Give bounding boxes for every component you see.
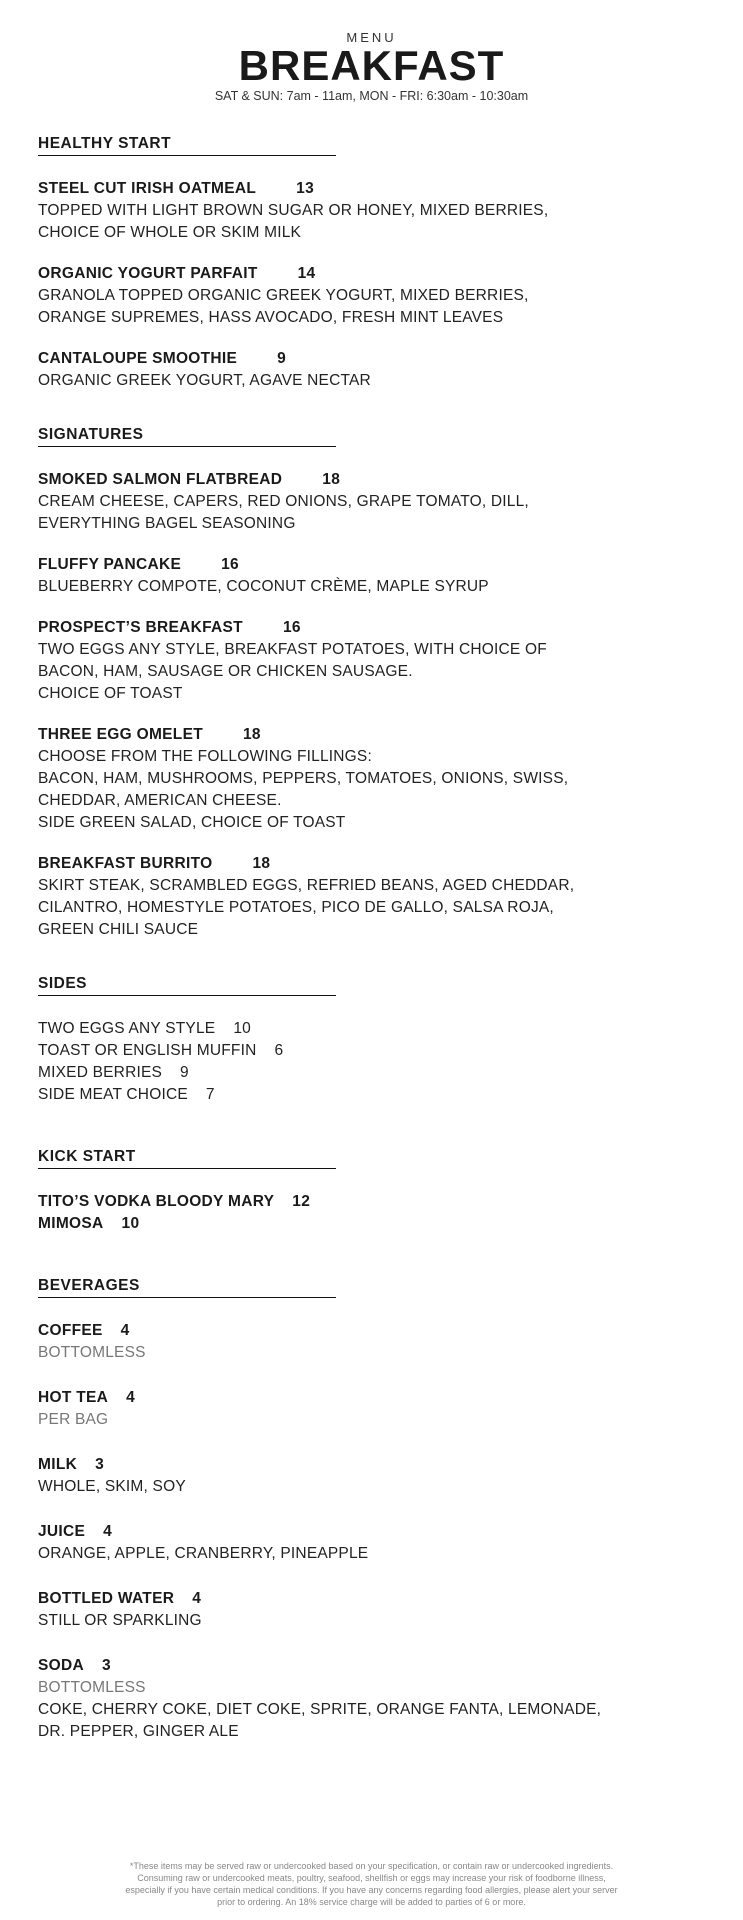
side-name: SIDE MEAT CHOICE <box>38 1086 188 1103</box>
drink-name: MIMOSA <box>38 1215 104 1232</box>
item-description: SKIRT STEAK, SCRAMBLED EGGS, REFRIED BEANS, AGED CHEDDAR, <box>38 877 575 894</box>
item-description: GREEN CHILI SAUCE <box>38 921 199 938</box>
item-heading <box>38 178 705 200</box>
section-beverages <box>38 1277 705 1743</box>
beverage-item <box>38 1387 705 1431</box>
side-name: TWO EGGS ANY STYLE <box>38 1020 216 1037</box>
item-description: ORGANIC GREEK YOGURT, AGAVE NECTAR <box>38 372 371 389</box>
section-signatures <box>38 426 705 941</box>
item-heading <box>38 853 705 875</box>
menu-item <box>38 853 705 941</box>
item-heading <box>38 469 705 491</box>
item-name: STEEL CUT IRISH OATMEAL <box>38 180 257 197</box>
beverage-item <box>38 1320 705 1364</box>
menu-item <box>38 724 705 834</box>
menu-item <box>38 469 705 535</box>
service-hours: SAT & SUN: 7am - 11am, MON - FRI: 6:30am - 10:30am <box>214 89 529 103</box>
disclaimer-line: prior to ordering. An 18% service charge will be added to parties of 6 or more. <box>217 1897 526 1907</box>
beverage-heading <box>38 1655 705 1677</box>
item-description: BACON, HAM, SAUSAGE OR CHICKEN SAUSAGE. <box>38 663 413 680</box>
item-price: 18 <box>322 471 341 488</box>
beverage-price: 4 <box>126 1389 136 1406</box>
side-item <box>38 1084 705 1106</box>
disclaimer-line: *These items may be served raw or undercooked based on your specification, or contain raw or undercooked ingredients. <box>129 1861 614 1871</box>
beverage-price: 3 <box>101 1657 111 1674</box>
section-sides <box>38 975 705 1106</box>
beverage-item <box>38 1588 705 1632</box>
beverage-description: ORANGE, APPLE, CRANBERRY, PINEAPPLE <box>38 1545 369 1562</box>
item-description: GRANOLA TOPPED ORGANIC GREEK YOGURT, MIXED BERRIES, <box>38 287 529 304</box>
beverage-heading <box>38 1454 705 1476</box>
side-item <box>38 1062 705 1084</box>
beverage-heading <box>38 1521 705 1543</box>
item-description: CHEDDAR, AMERICAN CHEESE. <box>38 792 282 809</box>
drink-price: 12 <box>292 1193 311 1210</box>
item-description: BACON, HAM, MUSHROOMS, PEPPERS, TOMATOES, ONIONS, SWISS, <box>38 770 569 787</box>
side-price: 10 <box>233 1020 251 1037</box>
beverage-item <box>38 1521 705 1565</box>
item-description: BLUEBERRY COMPOTE, COCONUT CRÈME, MAPLE SYRUP <box>38 578 489 595</box>
beverage-description: DR. PEPPER, GINGER ALE <box>38 1723 239 1740</box>
disclaimer-line: especially if you have certain medical conditions. If you have any concerns regarding food allergies, please alert your server <box>125 1885 618 1895</box>
section-healthy-start <box>38 135 705 392</box>
beverage-heading <box>38 1588 705 1610</box>
side-price: 9 <box>180 1064 189 1081</box>
item-description: SIDE GREEN SALAD, CHOICE OF TOAST <box>38 814 346 831</box>
beverage-name: MILK <box>38 1456 78 1473</box>
item-heading <box>38 724 705 746</box>
item-heading <box>38 263 705 285</box>
item-heading <box>38 617 705 639</box>
item-name: PROSPECT’S BREAKFAST <box>38 619 243 636</box>
side-item <box>38 1018 705 1040</box>
section-title: HEALTHY START <box>38 135 336 156</box>
item-price: 13 <box>296 180 315 197</box>
item-name: FLUFFY PANCAKE <box>38 556 182 573</box>
item-name: THREE EGG OMELET <box>38 726 203 743</box>
beverage-description: COKE, CHERRY COKE, DIET COKE, SPRITE, ORANGE FANTA, LEMONADE, <box>38 1701 602 1718</box>
section-kick-start <box>38 1148 705 1235</box>
drink-item <box>38 1213 705 1235</box>
item-description: CHOICE OF TOAST <box>38 685 183 702</box>
item-name: SMOKED SALMON FLATBREAD <box>38 471 283 488</box>
side-name: MIXED BERRIES <box>38 1064 163 1081</box>
item-description: CHOOSE FROM THE FOLLOWING FILLINGS: <box>38 748 372 765</box>
beverage-price: 4 <box>192 1590 202 1607</box>
beverage-heading <box>38 1320 705 1342</box>
beverage-note: PER BAG <box>38 1411 109 1428</box>
page-title: BREAKFAST <box>238 42 505 89</box>
item-price: 16 <box>282 619 301 636</box>
item-description: EVERYTHING BAGEL SEASONING <box>38 515 296 532</box>
item-description: TWO EGGS ANY STYLE, BREAKFAST POTATOES, WITH CHOICE OF <box>38 641 547 658</box>
menu-kicker: MENU <box>346 30 397 45</box>
item-price: 14 <box>297 265 316 282</box>
section-title: SIGNATURES <box>38 426 336 447</box>
item-description: TOPPED WITH LIGHT BROWN SUGAR OR HONEY, MIXED BERRIES, <box>38 202 549 219</box>
side-name: TOAST OR ENGLISH MUFFIN <box>38 1042 257 1059</box>
beverage-note: BOTTOMLESS <box>38 1344 146 1361</box>
item-heading <box>38 348 705 370</box>
menu-item <box>38 554 705 598</box>
beverage-price: 4 <box>120 1322 130 1339</box>
item-heading <box>38 554 705 576</box>
item-price: 9 <box>277 350 287 367</box>
beverage-name: COFFEE <box>38 1322 103 1339</box>
side-price: 6 <box>274 1042 284 1059</box>
beverage-item <box>38 1655 705 1743</box>
item-name: BREAKFAST BURRITO <box>38 855 213 872</box>
menu-item <box>38 263 705 329</box>
side-price: 7 <box>205 1086 215 1103</box>
item-name: ORGANIC YOGURT PARFAIT <box>38 265 258 282</box>
beverage-description: STILL OR SPARKLING <box>38 1612 202 1629</box>
menu-header <box>38 0 705 103</box>
drink-item <box>38 1191 705 1213</box>
item-description: ORANGE SUPREMES, HASS AVOCADO, FRESH MINT LEAVES <box>38 309 504 326</box>
section-title: BEVERAGES <box>38 1277 336 1298</box>
drink-name: TITO’S VODKA BLOODY MARY <box>38 1193 275 1210</box>
beverage-heading <box>38 1387 705 1409</box>
item-description: CILANTRO, HOMESTYLE POTATOES, PICO DE GALLO, SALSA ROJA, <box>38 899 554 916</box>
item-price: 18 <box>242 726 261 743</box>
section-title: SIDES <box>38 975 336 996</box>
beverage-note: BOTTOMLESS <box>38 1679 146 1696</box>
beverage-price: 3 <box>95 1456 105 1473</box>
beverage-name: BOTTLED WATER <box>38 1590 175 1607</box>
beverage-name: JUICE <box>38 1523 86 1540</box>
section-title: KICK START <box>38 1148 336 1169</box>
menu-item <box>38 348 705 392</box>
menu-item <box>38 178 705 244</box>
beverage-description: WHOLE, SKIM, SOY <box>38 1478 186 1495</box>
item-name: CANTALOUPE SMOOTHIE <box>38 350 238 367</box>
disclaimer-line: Consuming raw or undercooked meats, poultry, seafood, shellfish or eggs may increase your risk of foodborne illness, <box>137 1873 606 1883</box>
beverage-item <box>38 1454 705 1498</box>
item-description: CREAM CHEESE, CAPERS, RED ONIONS, GRAPE TOMATO, DILL, <box>38 493 529 510</box>
item-price: 18 <box>252 855 271 872</box>
beverage-name: SODA <box>38 1657 84 1674</box>
beverage-name: HOT TEA <box>38 1389 109 1406</box>
side-item <box>38 1040 705 1062</box>
menu-item <box>38 617 705 705</box>
item-price: 16 <box>221 556 239 573</box>
drink-price: 10 <box>121 1215 140 1232</box>
allergy-disclaimer <box>70 1860 673 1908</box>
beverage-price: 4 <box>103 1523 113 1540</box>
item-description: CHOICE OF WHOLE OR SKIM MILK <box>38 224 302 241</box>
